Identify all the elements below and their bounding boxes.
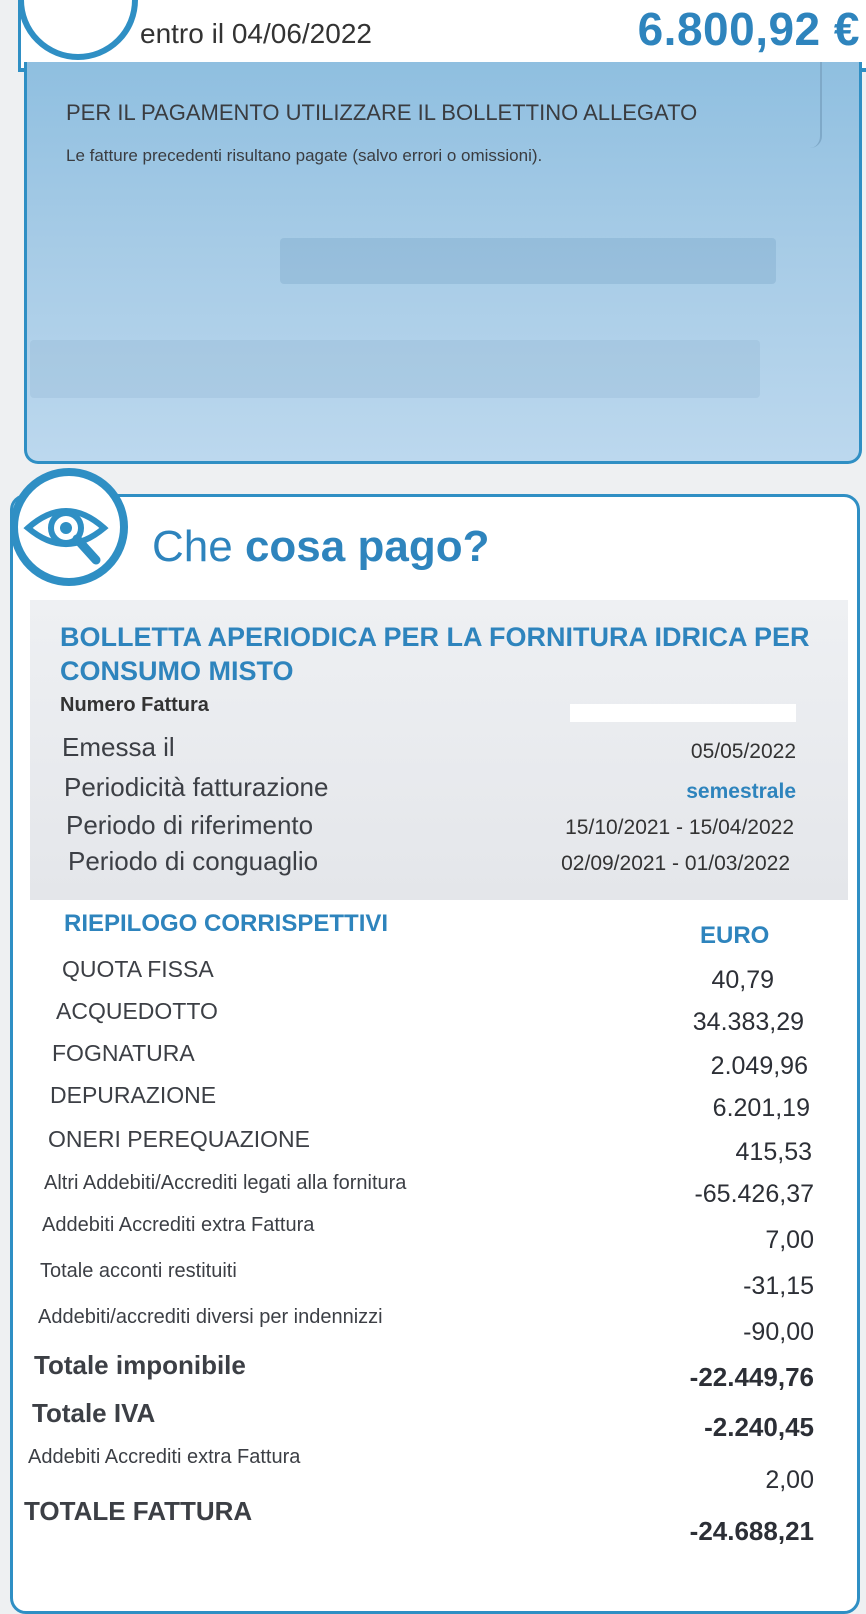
summary-row-value: -90,00 bbox=[743, 1318, 814, 1346]
summary-row-value: 34.383,29 bbox=[692, 1008, 804, 1036]
currency-header: EURO bbox=[700, 922, 770, 949]
summary-row-value: 7,00 bbox=[765, 1226, 814, 1254]
summary-row-label: FOGNATURA bbox=[52, 1040, 195, 1066]
summary-row-label: Totale IVA bbox=[32, 1398, 156, 1428]
detail-value: 15/10/2021 - 15/04/2022 bbox=[565, 816, 794, 839]
due-amount: 6.800,92 € bbox=[637, 3, 860, 55]
summary-row-value: 2,00 bbox=[765, 1466, 814, 1494]
summary-row-label: Altri Addebiti/Accrediti legati alla fornitura bbox=[44, 1172, 407, 1194]
detail-label: Periodo di conguaglio bbox=[68, 846, 319, 876]
payment-note: Le fatture precedenti risultano pagate (salvo errori o omissioni). bbox=[66, 146, 543, 165]
summary-row-label: DEPURAZIONE bbox=[50, 1082, 217, 1108]
detail-label: Periodicità fatturazione bbox=[64, 772, 329, 802]
due-date-label: entro il 04/06/2022 bbox=[140, 18, 372, 49]
summary-title: RIEPILOGO CORRISPETTIVI bbox=[64, 910, 389, 937]
summary-row-label: ACQUEDOTTO bbox=[56, 998, 218, 1024]
summary-row-value: 6.201,19 bbox=[712, 1094, 810, 1122]
summary-row-label: Addebiti/accrediti diversi per indennizzi bbox=[38, 1306, 383, 1328]
detail-label: Emessa il bbox=[62, 732, 175, 762]
bill-type: BOLLETTA APERIODICA PER LA FORNITURA IDRICA PER CONSUMO MISTO bbox=[60, 622, 810, 686]
summary-row-label: TOTALE FATTURA bbox=[24, 1496, 253, 1526]
detail-value: semestrale bbox=[686, 780, 796, 803]
detail-value: 02/09/2021 - 01/03/2022 bbox=[561, 852, 790, 875]
summary-row-value: -31,15 bbox=[743, 1272, 814, 1300]
summary-row-value: 40,79 bbox=[711, 966, 774, 994]
faded-bar bbox=[30, 340, 760, 398]
summary-row-label: Totale imponibile bbox=[34, 1350, 246, 1380]
summary-row-value: -65.426,37 bbox=[694, 1180, 814, 1208]
summary-row-value: -2.240,45 bbox=[704, 1412, 814, 1442]
summary-row-label: Totale acconti restituiti bbox=[40, 1260, 237, 1282]
invoice-number-redacted bbox=[570, 704, 796, 722]
detail-label: Periodo di riferimento bbox=[66, 810, 314, 840]
detail-value: 05/05/2022 bbox=[690, 740, 796, 763]
eye-magnifier-icon bbox=[22, 486, 118, 576]
invoice-number-label: Numero Fattura bbox=[60, 694, 209, 716]
summary-row-value: 2.049,96 bbox=[710, 1052, 808, 1080]
summary-row-label: ONERI PEREQUAZIONE bbox=[48, 1126, 310, 1152]
faded-bar bbox=[280, 238, 776, 284]
summary-row-value: 415,53 bbox=[735, 1138, 812, 1166]
summary-row-label: QUOTA FISSA bbox=[62, 956, 214, 982]
summary-row-value: -22.449,76 bbox=[689, 1362, 814, 1392]
section-title: Che cosa pago? bbox=[152, 522, 490, 571]
summary-row-value: -24.688,21 bbox=[689, 1516, 814, 1546]
summary-row-label: Addebiti Accrediti extra Fattura bbox=[42, 1214, 315, 1236]
payment-instruction: PER IL PAGAMENTO UTILIZZARE IL BOLLETTINO ALLEGATO bbox=[66, 100, 698, 125]
summary-row-label: Addebiti Accrediti extra Fattura bbox=[28, 1446, 301, 1468]
